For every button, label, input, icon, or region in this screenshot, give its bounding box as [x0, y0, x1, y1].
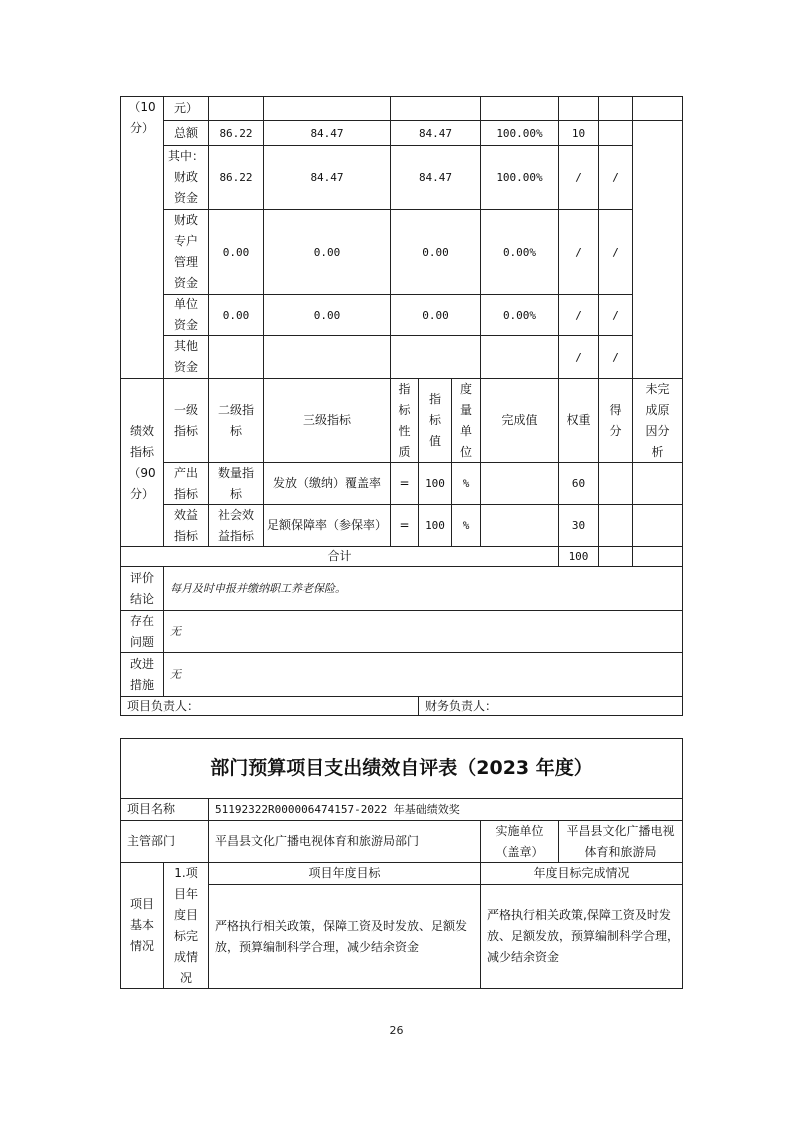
budget-row-score-text: /	[612, 245, 619, 259]
budget-row-rate	[480, 294, 559, 336]
completion-text	[480, 884, 683, 989]
budget-blank-6	[598, 96, 633, 121]
dept-value-text: 平昌县文化广播电视体育和旅游局部门	[215, 834, 420, 848]
header-level2	[208, 378, 264, 463]
dept-label	[120, 820, 209, 863]
indicator-score	[598, 504, 633, 547]
budget-row-executed	[390, 145, 481, 210]
indicator-level1	[163, 462, 209, 505]
budget-row-budget-text: 0.00	[222, 245, 250, 259]
completion-header	[480, 862, 683, 885]
indicator-unit	[451, 462, 481, 505]
budget-row-rate	[480, 335, 559, 379]
indicator-value-text: 100	[425, 519, 445, 532]
impl-unit-label-text: 实施单位 （盖章）	[495, 823, 544, 859]
budget-row-adjusted	[263, 294, 391, 336]
header-weight-text: 权重	[566, 413, 591, 427]
indicator-value-text: 100	[425, 477, 445, 490]
finance-lead-field-text: 财务负责人：	[425, 698, 498, 713]
goal-header	[208, 862, 481, 885]
impl-unit-value-text: 平昌县文化广播电视 体育和旅游局	[566, 823, 675, 859]
total-weight	[558, 546, 599, 567]
total-weight-text: 100	[568, 550, 589, 563]
header-score-text: 得 分	[609, 402, 622, 438]
indicator-level3-text: 足额保障率（参保率）	[266, 518, 387, 532]
budget-row-weight	[558, 335, 599, 379]
budget-row-budget-text: 0.00	[222, 308, 250, 322]
dept-label-text: 主管部门	[127, 834, 176, 848]
budget-row-budget-text: 86.22	[219, 126, 253, 140]
budget-unit-label-text: 元）	[173, 101, 198, 115]
conclusion-label	[120, 566, 164, 611]
indicator-completed	[480, 462, 559, 505]
budget-row-label-text: 单位 资金	[173, 297, 198, 332]
header-completed	[480, 378, 559, 463]
budget-row-weight-text: /	[575, 308, 582, 322]
indicator-level3	[263, 504, 391, 547]
budget-blank-7	[632, 96, 683, 121]
budget-row-rate-text: 0.00%	[502, 308, 537, 322]
header-nature	[390, 378, 419, 463]
budget-blank-2	[263, 96, 391, 121]
issues-text-text: 无	[170, 625, 181, 638]
budget-row-rate	[480, 120, 559, 146]
goal-header-text: 项目年度目标	[308, 866, 381, 880]
issues-label	[120, 610, 164, 653]
budget-row-adjusted	[263, 120, 391, 146]
budget-row-rate	[480, 145, 559, 210]
indicator-level3	[263, 462, 391, 505]
indicator-completed	[480, 504, 559, 547]
total-label-text: 合计	[327, 549, 352, 563]
indicator-nature	[390, 504, 419, 547]
indicator-nature-text: =	[399, 518, 410, 532]
indicator-nature	[390, 462, 419, 505]
project-lead-field-text: 项目负责人：	[127, 698, 200, 713]
budget-row-executed	[390, 120, 481, 146]
header-weight	[558, 378, 599, 463]
improvements-label-text: 改进 措施	[129, 656, 154, 692]
project-name-value	[208, 798, 683, 821]
budget-group-label-text: （10 分）	[128, 100, 156, 135]
page-number: 26	[389, 1024, 404, 1037]
budget-row-executed-text: 84.47	[418, 126, 453, 140]
budget-row-label-text: 总额	[173, 125, 198, 140]
indicator-reason	[632, 462, 683, 505]
budget-row-budget	[208, 209, 264, 295]
budget-group-label	[120, 96, 164, 379]
form-title	[120, 738, 683, 799]
indicator-unit-text: %	[462, 477, 470, 490]
indicator-level1-text: 效益 指标	[173, 507, 198, 543]
project-name-value-text: 51192322R000006474157-2022 年基础绩效奖	[215, 803, 460, 816]
budget-row-weight	[558, 145, 599, 210]
total-reason	[632, 546, 683, 567]
budget-row-score	[598, 145, 633, 210]
budget-blank-4	[480, 96, 559, 121]
impl-unit-label	[480, 820, 559, 863]
budget-row-weight-text: 10	[571, 126, 586, 140]
goal-sub-label	[163, 862, 209, 989]
finance-lead-field	[418, 696, 683, 716]
budget-row-executed	[390, 209, 481, 295]
total-label	[120, 546, 559, 567]
budget-row-adjusted-text: 0.00	[313, 245, 341, 259]
conclusion-label-text: 评价 结论	[129, 570, 154, 606]
budget-row-adjusted-text: 0.00	[313, 308, 341, 322]
header-reason-text: 未完 成原 因分 析	[645, 381, 670, 459]
budget-row-weight	[558, 209, 599, 295]
header-unit-text: 度 量 单 位	[459, 381, 472, 459]
indicator-level2-text: 社会效 益指标	[217, 507, 254, 543]
budget-row-weight	[558, 120, 599, 146]
budget-row-adjusted	[263, 145, 391, 210]
indicator-level2	[208, 462, 264, 505]
conclusion-text-text: 每月及时申报并缴纳职工养老保险。	[170, 582, 346, 595]
budget-row-score	[598, 209, 633, 295]
budget-row-label	[163, 145, 209, 210]
budget-reason-merged	[632, 120, 683, 379]
budget-row-label-text: 其中： 财政 资金	[167, 149, 204, 205]
budget-row-budget	[208, 120, 264, 146]
basic-info-label	[120, 862, 164, 989]
indicator-unit-text: %	[462, 519, 470, 532]
indicator-level1	[163, 504, 209, 547]
indicator-value	[418, 504, 452, 547]
total-score	[598, 546, 633, 567]
budget-row-budget-text: 86.22	[219, 171, 253, 184]
budget-unit-label	[163, 96, 209, 121]
indicator-score	[598, 462, 633, 505]
header-level3	[263, 378, 391, 463]
issues-label-text: 存在 问题	[129, 613, 154, 649]
budget-row-label	[163, 209, 209, 295]
indicator-level2	[208, 504, 264, 547]
goal-text	[208, 884, 481, 989]
budget-row-score-text: /	[612, 308, 619, 322]
budget-row-weight-text: /	[575, 171, 582, 184]
budget-row-weight-text: /	[575, 350, 582, 364]
indicator-value	[418, 462, 452, 505]
indicator-level3-text: 发放（缴纳）覆盖率	[272, 476, 381, 490]
indicator-unit	[451, 504, 481, 547]
indicator-nature-text: =	[399, 476, 410, 490]
indicator-weight	[558, 504, 599, 547]
header-nature-text: 指 标 性 质	[398, 381, 411, 459]
budget-row-rate-text: 100.00%	[496, 126, 543, 140]
completion-text-text: 严格执行相关政策,保障工资及时发放、足额发放，预算编制科学合理，减少结余资金	[487, 908, 680, 964]
performance-group-label-text: 绩效 指标 （90 分）	[128, 423, 156, 501]
budget-row-adjusted-text: 84.47	[310, 126, 344, 140]
indicator-reason	[632, 504, 683, 547]
budget-blank-5	[558, 96, 599, 121]
performance-group-label	[120, 378, 164, 547]
indicator-weight-text: 60	[571, 477, 586, 490]
completion-header-text: 年度目标完成情况	[533, 866, 630, 880]
budget-row-score-text: /	[612, 171, 619, 184]
header-level3-text: 三级指标	[302, 413, 351, 427]
conclusion-text	[163, 566, 683, 611]
budget-row-adjusted	[263, 335, 391, 379]
improvements-text-text: 无	[170, 668, 181, 681]
indicator-weight-text: 30	[571, 519, 586, 532]
budget-row-executed-text: 0.00	[422, 245, 449, 259]
budget-row-budget	[208, 145, 264, 210]
project-name-label-text: 项目名称	[127, 802, 176, 816]
budget-row-weight-text: /	[575, 245, 582, 259]
basic-info-label-text: 项目 基本 情况	[129, 897, 154, 953]
header-score	[598, 378, 633, 463]
indicator-level1-text: 产出 指标	[173, 465, 198, 501]
form-title-text: 部门预算项目支出绩效自评表（2023 年度）	[210, 757, 593, 779]
budget-row-label	[163, 294, 209, 336]
impl-unit-value	[558, 820, 683, 863]
budget-row-label	[163, 335, 209, 379]
budget-row-label-text: 财政 专户 管理 资金	[173, 213, 198, 290]
goal-sub-label-text: 1.项 目年 度目 标完 成情 况	[173, 866, 198, 985]
budget-row-rate	[480, 209, 559, 295]
budget-row-rate-text: 0.00%	[502, 245, 537, 259]
header-level2-text: 二级指 标	[217, 402, 254, 438]
budget-row-budget	[208, 294, 264, 336]
header-value-text: 指 标 值	[428, 392, 441, 448]
budget-row-rate-text: 100.00%	[496, 171, 543, 184]
budget-row-executed	[390, 294, 481, 336]
budget-row-score	[598, 294, 633, 336]
improvements-label	[120, 652, 164, 697]
header-value	[418, 378, 452, 463]
improvements-text	[163, 652, 683, 697]
budget-row-score	[598, 120, 633, 146]
budget-blank-3	[390, 96, 481, 121]
issues-text	[163, 610, 683, 653]
budget-row-score	[598, 335, 633, 379]
goal-text-text: 严格执行相关政策，保障工资及时发放、足额发放，预算编制科学合理，减少结余资金	[215, 918, 468, 954]
budget-row-label-text: 其他 资金	[173, 339, 198, 374]
project-lead-field	[120, 696, 419, 716]
budget-row-executed-text: 0.00	[422, 308, 449, 322]
budget-row-budget	[208, 335, 264, 379]
project-name-label	[120, 798, 209, 821]
indicator-level2-text: 数量指 标	[217, 465, 254, 501]
header-completed-text: 完成值	[501, 413, 538, 427]
budget-blank-1	[208, 96, 264, 121]
budget-row-adjusted	[263, 209, 391, 295]
header-level1	[163, 378, 209, 463]
header-unit	[451, 378, 481, 463]
budget-row-adjusted-text: 84.47	[310, 171, 344, 184]
budget-row-executed	[390, 335, 481, 379]
header-level1-text: 一级 指标	[173, 402, 198, 438]
header-reason	[632, 378, 683, 463]
budget-row-weight	[558, 294, 599, 336]
budget-row-score-text: /	[612, 350, 619, 364]
dept-value	[208, 820, 481, 863]
indicator-weight	[558, 462, 599, 505]
budget-row-label	[163, 120, 209, 146]
budget-row-executed-text: 84.47	[418, 171, 453, 184]
